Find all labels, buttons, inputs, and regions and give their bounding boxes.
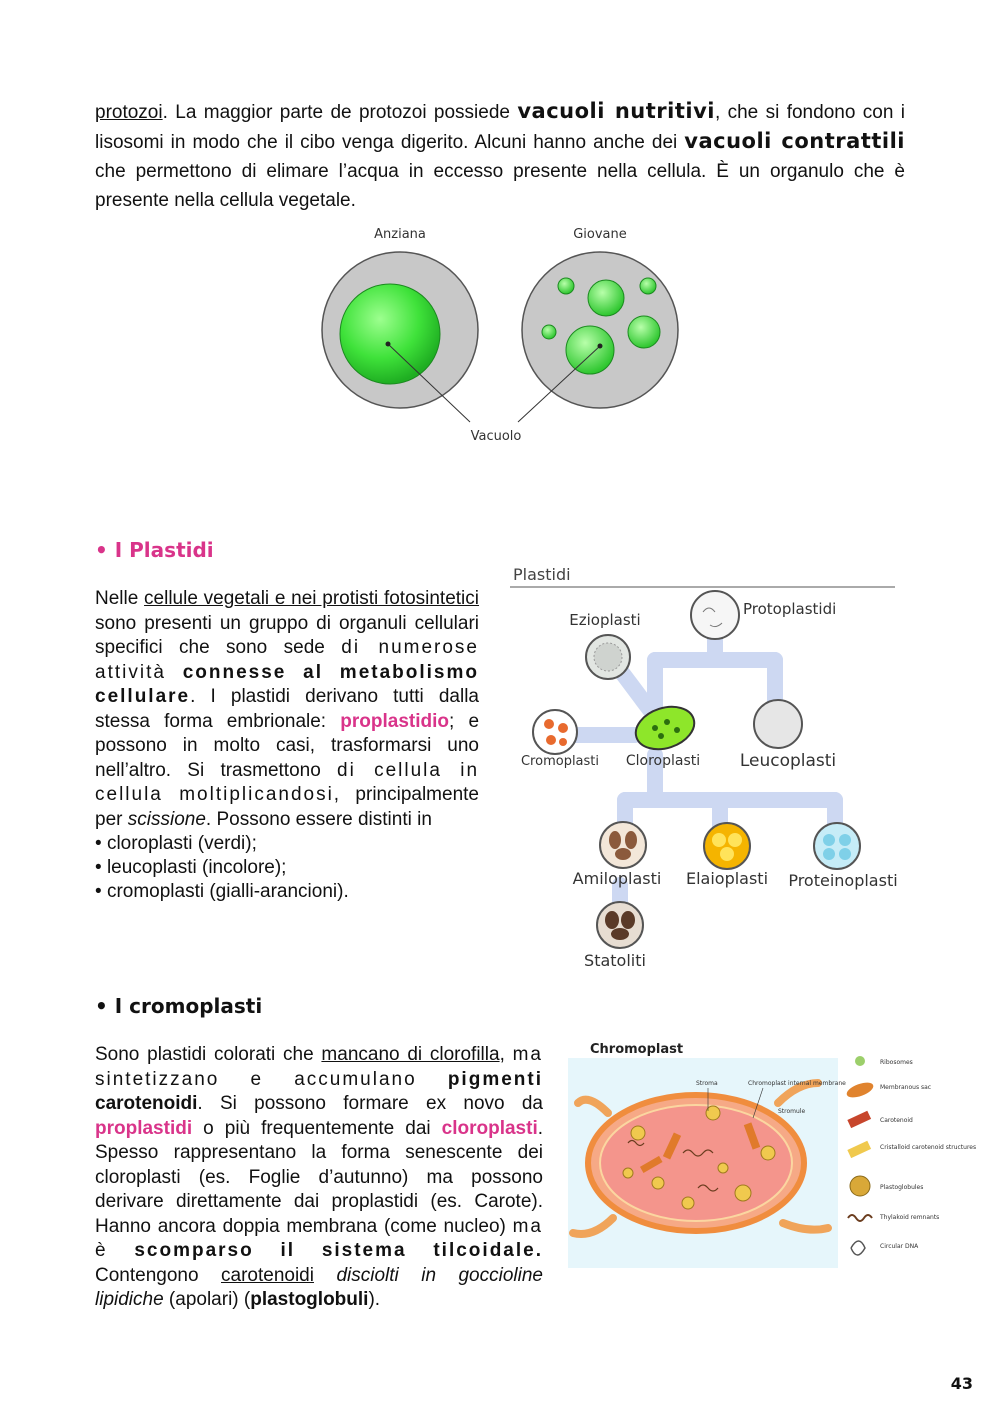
elaioplasto-icon (704, 823, 750, 869)
legend-item: Membranous sac (880, 1084, 932, 1091)
diagram-title: Plastidi (513, 565, 571, 584)
protoplastidio-icon (691, 591, 739, 639)
chromoplast-title: Chromoplast (590, 1042, 684, 1057)
young-vacuole (558, 278, 574, 294)
heading-cromoplasti: • I cromoplasti (95, 994, 263, 1018)
amiloplasto-icon (600, 822, 646, 868)
label-stroma: Stroma (696, 1080, 718, 1087)
term-scissione: scissione (127, 808, 206, 830)
cromo-text-3: ma sintetizzano e accumulano (95, 1044, 544, 1090)
list-item-text: cromoplasti (gialli-arancioni). (106, 881, 349, 902)
cromo-text-7: ma è (95, 1215, 543, 1261)
vacuole-figure (310, 222, 690, 452)
plastidi-text-4: . I plastidi derivano (190, 686, 394, 707)
page-number: 43 (950, 1374, 973, 1393)
term-protozoi: protozoi (95, 102, 163, 123)
cromo-text-2: , (499, 1044, 513, 1065)
label-cromoplasti: Cromoplasti (520, 754, 600, 769)
cromo-text-11: ). (368, 1289, 381, 1310)
list-item: • cromoplasti (gialli-arancioni). (95, 881, 349, 902)
chromoplast-figure (568, 1033, 977, 1268)
young-vacuole (588, 280, 624, 316)
cromo-text-8: Contengono (95, 1264, 222, 1286)
legend-item: Thylakoid remnants (880, 1214, 940, 1221)
list-item: • leucoplasti (incolore); (95, 857, 287, 878)
term-vacuoli-contrattili: vacuoli contrattili (684, 129, 905, 153)
legend-item: Carotenoid (880, 1117, 913, 1124)
term-pigmenti: pigmenti (447, 1068, 543, 1090)
label-statoliti: Statoliti (584, 951, 646, 970)
legend-item: Circular DNA (880, 1243, 919, 1250)
statolito-icon (597, 902, 643, 948)
plastidi-text-5: tutti dalla stessa forma embrionale: (95, 686, 479, 732)
label-amiloplasti: Amiloplasti (572, 869, 662, 888)
term-mancano-clorofilla: mancano di clorofilla (321, 1044, 500, 1065)
plastidi-list (95, 832, 479, 904)
cromo-text-9 (314, 1265, 336, 1286)
label-vacuolo: Vacuolo (470, 429, 522, 444)
label-anziana: Anziana (374, 227, 426, 242)
label-elaioplasti: Elaioplasti (685, 869, 769, 888)
term-vacuoli-nutritivi: vacuoli nutritivi (517, 99, 715, 123)
term-goccioline-lipidiche: disciolti in goccioline lipidiche (95, 1264, 543, 1310)
label-giovane: Giovane (573, 227, 627, 242)
term-cloroplasti: cloroplasti (441, 1117, 538, 1139)
young-vacuole (542, 325, 556, 339)
label-ezioplasti: Ezioplasti (569, 611, 641, 629)
proteinoplasto-icon (814, 823, 860, 869)
plastidi-text-2: sono presenti un gruppo di organuli cellulari specifici che sono sede (95, 612, 479, 658)
plastidi-text-8: principalmente per (95, 784, 479, 830)
term-scomparso-tilacoidi: scomparso il sistema tilcoidale. (134, 1240, 543, 1261)
label-protoplastidi: Protoplastidi (743, 600, 837, 618)
heading-plastidi: • I Plastidi (95, 538, 214, 562)
label-stromule: Stromule (778, 1108, 806, 1115)
plastidi-text-6: ; e possono in molto casi, trasformarsi uno nell’altro. Si trasmettono (95, 710, 480, 781)
label-proteinoplasti: Proteinoplasti (788, 871, 898, 890)
cromo-text-5: o più frequentemente dai (192, 1117, 442, 1139)
cromo-text-6: . Spesso rappresentano la forma senescente dei cloroplasti (es. Foglie d’autunno) ma possono derivare direttamente dai proplastidi (es. Carote). Hanno ancora doppia membrana (come nucleo) (95, 1117, 543, 1237)
old-cell-vacuole (340, 284, 440, 384)
term-carotenoidi-2: carotenoidi (221, 1264, 314, 1286)
list-item-text: cloroplasti (verdi); (106, 833, 257, 854)
plastidi-text-7: di cellula in cellula moltiplicandosi, (95, 759, 480, 805)
cromo-text-10: (apolari) ( (163, 1289, 251, 1310)
cromoplasto-icon (533, 710, 577, 754)
cromo-text-1: Sono plastidi colorati che (95, 1044, 322, 1065)
label-cloroplasti: Cloroplasti (625, 753, 701, 769)
intro-paragraph (95, 97, 905, 215)
term-proplastidi: proplastidi (95, 1117, 193, 1139)
legend-item: Ribosomes (880, 1059, 913, 1066)
cromo-text-4: . Si possono formare ex novo da (197, 1093, 543, 1114)
term-plastoglobuli: plastoglobuli (250, 1289, 369, 1310)
plastidi-text-1: Nelle (95, 588, 145, 609)
young-vacuole (640, 278, 656, 294)
term-carotenoidi: carotenoidi (95, 1093, 198, 1114)
cromoplasti-paragraph (95, 1043, 543, 1313)
list-item-text: leucoplasti (incolore); (106, 857, 287, 878)
leucoplasto-icon (754, 700, 802, 748)
plastidi-text-3: di numerose attività (95, 637, 479, 683)
legend-item: Cristalloid carotenoid structures (880, 1144, 977, 1151)
intro-text-1: . La maggior parte de protozoi possiede (162, 102, 518, 123)
intro-text-3: che permettono di elimare l’acqua in eccesso presente nella cellula. È un organulo che è presente nella cellula vegetale. (95, 161, 905, 211)
legend-item: Plastoglobules (880, 1184, 924, 1191)
label-internal-membrane: Chromoplast internal membrane (748, 1080, 846, 1087)
term-cellule-vegetali: cellule vegetali e nei protisti fotosintetici (144, 588, 480, 609)
intro-text-2: , che si fondono con i lisosomi in modo che il cibo venga digerito. Alcuni hanno anche dei (95, 102, 905, 153)
plastidi-text-9: . Possono essere distinti in (205, 808, 432, 830)
plastidi-paragraph (95, 587, 479, 904)
plastid-diagram (505, 560, 905, 975)
young-vacuole (566, 326, 614, 374)
young-vacuole (628, 316, 660, 348)
term-connesse-metabolismo: connesse al metabolismo cellulare (95, 661, 479, 707)
list-item: • cloroplasti (verdi); (95, 833, 257, 854)
label-leucoplasti: Leucoplasti (739, 751, 837, 771)
term-proplastidio: proplastidio (340, 710, 449, 732)
